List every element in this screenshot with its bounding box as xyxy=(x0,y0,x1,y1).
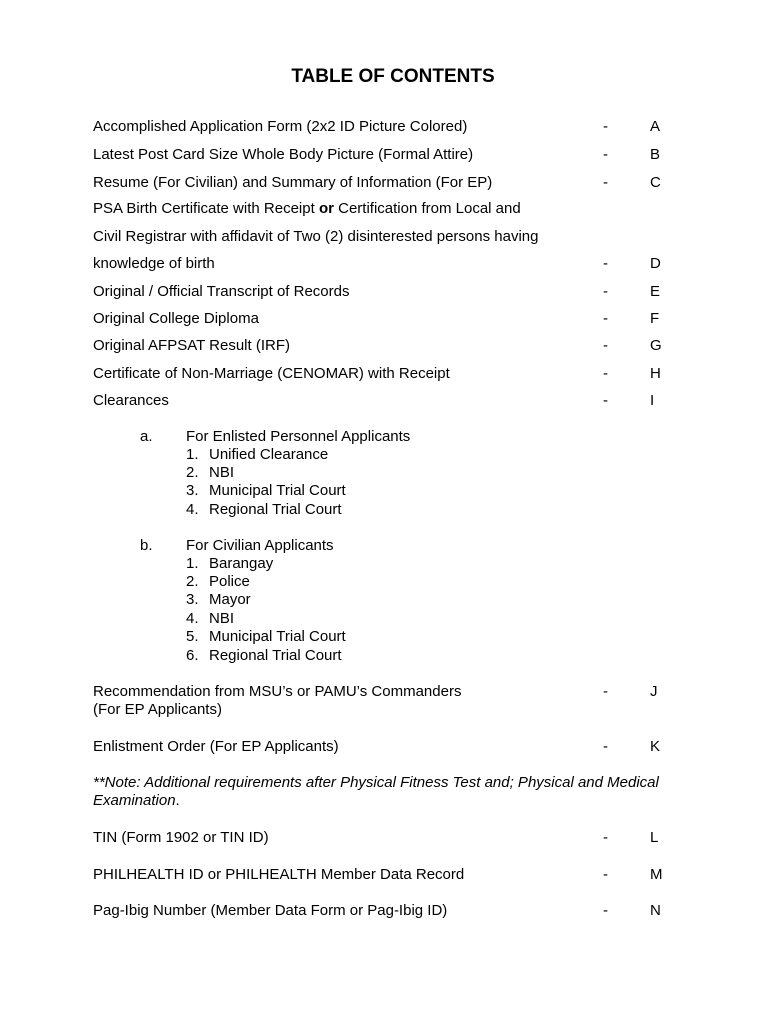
entry-d-or: or xyxy=(318,200,334,217)
list-item-number: 1. xyxy=(186,446,199,463)
list-item xyxy=(186,573,250,590)
list-item-text: Police xyxy=(209,573,250,590)
entry-letter-g: G xyxy=(650,337,662,354)
entry-letter-m: M xyxy=(650,866,663,883)
list-item-number: 3. xyxy=(186,482,199,499)
entry-d-line3: knowledge of birth xyxy=(93,255,215,272)
dash: - xyxy=(603,255,608,272)
note-period: . xyxy=(175,792,180,809)
entry-c: Resume (For Civilian) and Summary of Information (For EP) xyxy=(93,174,493,191)
clearance-a-title: For Enlisted Personnel Applicants xyxy=(186,428,411,445)
clearance-a-label: a. xyxy=(140,428,153,445)
entry-letter-c: C xyxy=(650,174,661,191)
entry-b: Latest Post Card Size Whole Body Picture (Formal Attire) xyxy=(93,146,474,163)
entry-j-line1: Recommendation from MSU’s or PAMU’s Commanders xyxy=(93,683,462,700)
entry-letter-j: J xyxy=(650,683,658,700)
clearance-b-label: b. xyxy=(140,537,153,554)
list-item-text: Regional Trial Court xyxy=(209,647,342,664)
entry-letter-e: E xyxy=(650,283,661,300)
list-item-text: NBI xyxy=(209,610,235,627)
list-item-number: 5. xyxy=(186,628,199,645)
entry-l: TIN (Form 1902 or TIN ID) xyxy=(93,829,269,846)
list-item xyxy=(186,610,234,627)
entry-letter-k: K xyxy=(650,738,661,755)
dash: - xyxy=(603,738,608,755)
dash: - xyxy=(603,118,608,135)
dash: - xyxy=(603,392,608,409)
entry-d-line1 xyxy=(93,200,521,217)
entry-f: Original College Diploma xyxy=(93,310,259,327)
list-item xyxy=(186,628,346,645)
clearance-b-title: For Civilian Applicants xyxy=(186,537,334,554)
entry-h: Certificate of Non-Marriage (CENOMAR) with Receipt xyxy=(93,365,450,382)
list-item-text: Municipal Trial Court xyxy=(209,482,346,499)
list-item xyxy=(186,501,342,518)
list-item-number: 4. xyxy=(186,610,199,627)
entry-d-line2: Civil Registrar with affidavit of Two (2) disinterested persons having xyxy=(93,228,539,245)
entry-a: Accomplished Application Form (2x2 ID Picture Colored) xyxy=(93,118,468,135)
list-item-number: 4. xyxy=(186,501,199,518)
list-item xyxy=(186,464,234,481)
list-item xyxy=(186,591,251,608)
entry-letter-a: A xyxy=(650,118,661,135)
list-item xyxy=(186,647,342,664)
entry-j-line2: (For EP Applicants) xyxy=(93,701,222,718)
list-item-text: Regional Trial Court xyxy=(209,501,342,518)
page-title: TABLE OF CONTENTS xyxy=(291,66,495,87)
note-text: **Note: Additional requirements after Physical Fitness Test and; Physical and Medical Examination xyxy=(93,774,659,809)
entry-letter-b: B xyxy=(650,146,661,163)
list-item xyxy=(186,555,273,572)
list-item xyxy=(186,482,346,499)
entry-m: PHILHEALTH ID or PHILHEALTH Member Data Record xyxy=(93,866,465,883)
dash: - xyxy=(603,683,608,700)
dash: - xyxy=(603,866,608,883)
dash: - xyxy=(603,174,608,191)
entry-k: Enlistment Order (For EP Applicants) xyxy=(93,738,339,755)
entry-n: Pag-Ibig Number (Member Data Form or Pag-Ibig ID) xyxy=(93,902,448,919)
dash: - xyxy=(603,283,608,300)
entry-i: Clearances xyxy=(93,392,169,409)
entry-letter-h: H xyxy=(650,365,661,382)
list-item xyxy=(186,446,328,463)
dash: - xyxy=(603,146,608,163)
dash: - xyxy=(603,902,608,919)
list-item-text: Barangay xyxy=(209,555,274,572)
entry-letter-i: I xyxy=(650,392,655,409)
entry-letter-n: N xyxy=(650,902,661,919)
entry-d-text-post: Certification from Local and xyxy=(333,200,521,217)
note xyxy=(93,774,683,810)
list-item-text: Mayor xyxy=(209,591,251,608)
list-item-number: 3. xyxy=(186,591,199,608)
dash: - xyxy=(603,337,608,354)
entry-letter-d: D xyxy=(650,255,661,272)
list-item-number: 2. xyxy=(186,573,199,590)
entry-letter-f: F xyxy=(650,310,660,327)
dash: - xyxy=(603,310,608,327)
list-item-number: 6. xyxy=(186,647,199,664)
list-item-number: 1. xyxy=(186,555,199,572)
dash: - xyxy=(603,829,608,846)
entry-e: Original / Official Transcript of Records xyxy=(93,283,350,300)
list-item-text: Municipal Trial Court xyxy=(209,628,346,645)
list-item-number: 2. xyxy=(186,464,199,481)
list-item-text: Unified Clearance xyxy=(209,446,329,463)
list-item-text: NBI xyxy=(209,464,235,481)
entry-g: Original AFPSAT Result (IRF) xyxy=(93,337,290,354)
entry-letter-l: L xyxy=(650,829,659,846)
entry-j xyxy=(93,683,461,719)
entry-d-text-pre: PSA Birth Certificate with Receipt xyxy=(93,200,319,217)
dash: - xyxy=(603,365,608,382)
